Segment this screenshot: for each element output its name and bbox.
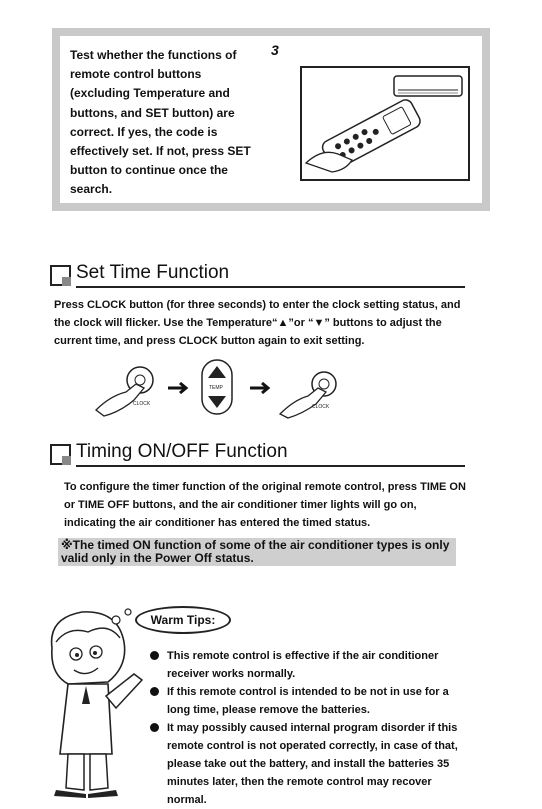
clock-label-2: CLOCK: [312, 404, 330, 410]
bullet-icon: [150, 651, 159, 660]
set-time-body: Press CLOCK button (for three seconds) to enter the clock setting status, and the clock will flicker. Use the Temperature“▲”or “▼” buttons to adjust the current time, and press CLOCK button again to exit setting.: [54, 299, 461, 347]
tip-item: [150, 719, 460, 809]
tip-text: It may possibly caused internal program disorder if this remote control is not operated correctly, in case of that, please take out the battery, and install the batteries 35 minutes later, then the remote control may recover normal.: [167, 722, 458, 806]
tip-item: [150, 647, 460, 683]
step-3-panel: [52, 28, 490, 211]
timing-title: Timing ON/OFF Function: [76, 441, 288, 462]
remote-ac-drawing: [302, 68, 468, 179]
step-number: 3: [271, 42, 279, 58]
arrow-right-icon: [168, 383, 186, 393]
remote-pointing-at-ac-illustration: [300, 66, 470, 181]
bullet-icon: [150, 723, 159, 732]
tip-text: This remote control is effective if the air conditioner receiver works normally.: [167, 650, 439, 680]
arrow-right-icon: [250, 383, 268, 393]
timing-heading: [50, 441, 465, 465]
timing-note: ※The timed ON function of some of the air conditioner types is only valid only in the Power Off status.: [58, 538, 456, 566]
checkbox-square-icon: [50, 265, 71, 286]
hand-press-clock-icon: [96, 367, 153, 416]
cartoon-boy-pointing-illustration: [38, 604, 150, 800]
step-3-inner: [60, 36, 482, 203]
warm-tips-badge: [135, 606, 231, 634]
step-3-text: Test whether the functions of remote control buttons (excluding Temperature and buttons, and SET button) are correct. If yes, the code is effectively set. If not, press SET button to continue once the search.: [70, 48, 251, 197]
heading-underline: [76, 465, 465, 467]
tip-text: If this remote control is intended to be not in use for a long time, please remove the batteries.: [167, 686, 449, 716]
clock-label-1: CLOCK: [133, 401, 151, 407]
tip-item: [150, 683, 460, 719]
set-time-heading: [50, 262, 465, 286]
clock-temp-sequence-diagram: [90, 358, 350, 420]
hand-press-clock-icon-2: [280, 372, 336, 418]
heading-underline: [76, 286, 465, 288]
warm-tips-label: Warm Tips:: [150, 613, 216, 627]
timing-body: To configure the timer function of the original remote control, press TIME ON or TIME OFF buttons, and the air conditioner timer lights will go on, indicating the air conditioner has entered the timed status.: [64, 481, 466, 529]
bullet-icon: [150, 687, 159, 696]
set-time-title: Set Time Function: [76, 262, 230, 283]
temp-label: TEMP: [209, 385, 223, 391]
tips-list: [150, 647, 460, 809]
checkbox-square-icon: [50, 444, 71, 465]
